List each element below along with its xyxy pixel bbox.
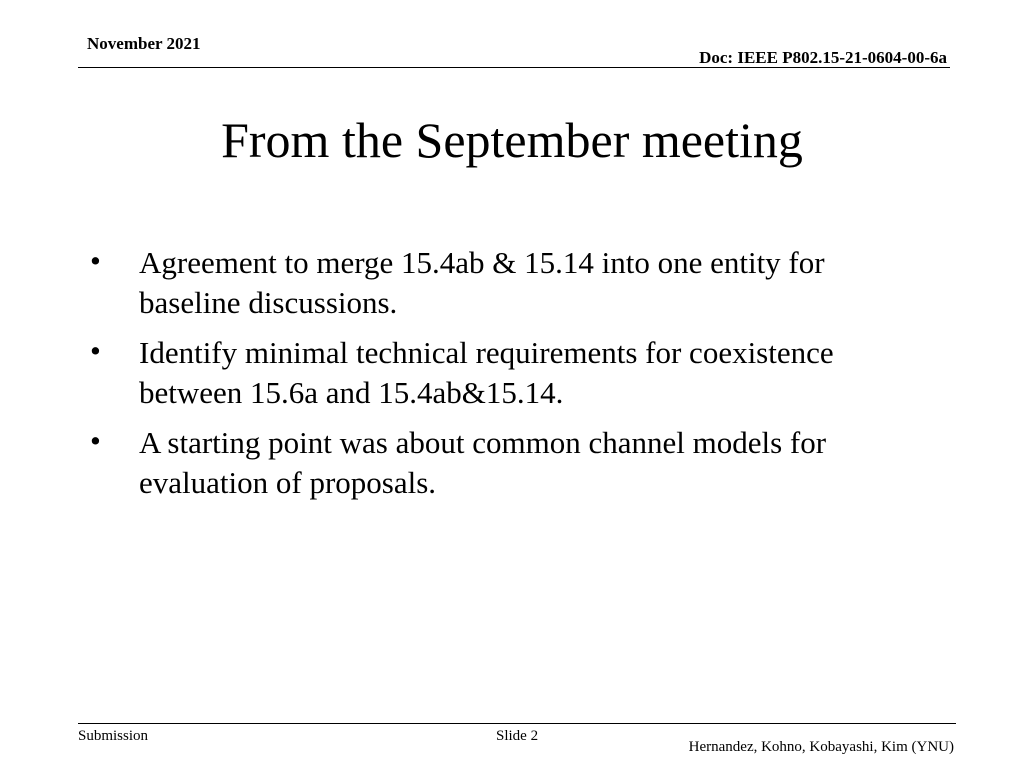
bullet-icon: • bbox=[90, 333, 101, 368]
header-date: November 2021 bbox=[87, 34, 201, 53]
document-id: Doc: IEEE P802.15-21-0604-00-6a bbox=[699, 48, 947, 67]
footer-divider bbox=[78, 723, 956, 724]
bullet-icon: • bbox=[90, 423, 101, 458]
bullet-text: Agreement to merge 15.4ab & 15.14 into one entity for baseline discussions. bbox=[139, 245, 825, 320]
bullet-item bbox=[0, 423, 919, 503]
bullet-item bbox=[0, 333, 919, 413]
bullet-icon: • bbox=[90, 243, 101, 278]
bullet-text: A starting point was about common channel models for evaluation of proposals. bbox=[139, 425, 827, 500]
bullet-list bbox=[0, 243, 1024, 513]
header-divider bbox=[78, 67, 950, 68]
bullet-item bbox=[0, 243, 919, 323]
footer-submission: Submission bbox=[78, 728, 149, 744]
bullet-text: Identify minimal technical requirements for coexistence between 15.6a and 15.4ab&15.14. bbox=[139, 335, 834, 410]
slide-number: Slide 2 bbox=[496, 728, 539, 744]
slide-title: From the September meeting bbox=[221, 112, 803, 168]
footer-authors: Hernandez, Kohno, Kobayashi, Kim (YNU) bbox=[688, 739, 954, 755]
